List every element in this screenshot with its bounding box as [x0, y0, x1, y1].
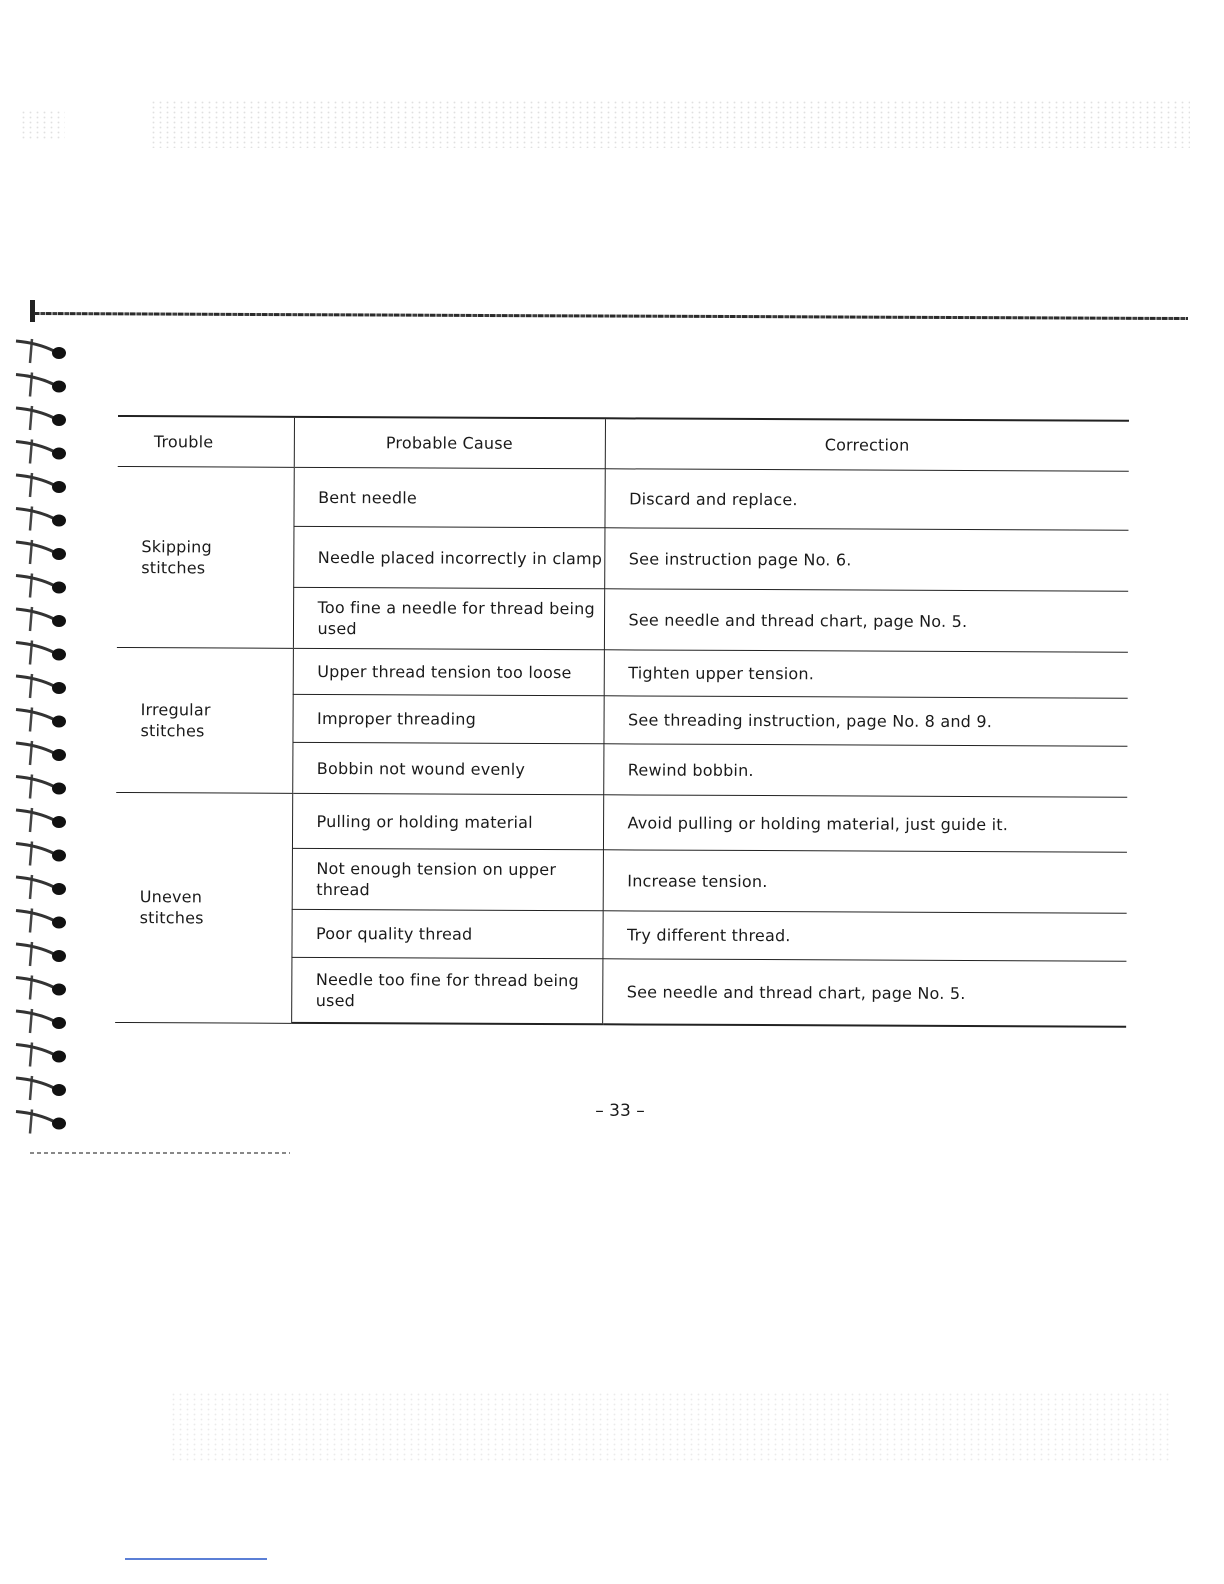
spiral-coil	[16, 909, 66, 933]
spiral-coil	[16, 507, 66, 531]
spiral-coil	[16, 440, 66, 464]
spiral-coil	[16, 875, 66, 899]
correction-cell: See instruction page No. 6.	[604, 528, 1128, 591]
trouble-skipping-stitches: Skipping stitches	[117, 466, 294, 648]
correction-cell: Try different thread.	[602, 911, 1126, 961]
cause-cell: Bent needle	[293, 467, 604, 527]
spiral-coil	[16, 607, 66, 631]
cause-cell: Poor quality thread	[291, 909, 602, 958]
spiral-coil	[16, 373, 66, 397]
cause-cell: Bobbin not wound evenly	[292, 742, 603, 794]
table-row	[116, 792, 1127, 852]
table-row	[117, 647, 1128, 698]
page-bottom-edge	[30, 1152, 290, 1154]
page-top-edge	[34, 312, 1188, 320]
correction-cell: Discard and replace.	[604, 469, 1128, 530]
page-number: – 33 –	[595, 1101, 645, 1121]
spiral-coil	[16, 741, 66, 765]
spiral-coil	[16, 1009, 66, 1033]
header-trouble: Trouble	[118, 416, 294, 467]
correction-cell: Tighten upper tension.	[604, 650, 1128, 698]
correction-cell: Increase tension.	[603, 850, 1127, 913]
spiral-coil	[16, 406, 66, 430]
cause-cell: Upper thread tension too loose	[293, 648, 604, 695]
troubleshooting-table-container	[115, 415, 1129, 1028]
page-corner-mark	[30, 300, 35, 322]
spiral-coil	[16, 808, 66, 832]
correction-cell: See needle and thread chart, page No. 5.	[602, 959, 1126, 1027]
scan-speckle-top-left	[20, 110, 65, 140]
spiral-coil	[16, 1043, 66, 1067]
correction-cell: See threading instruction, page No. 8 and 9.	[603, 696, 1127, 746]
spiral-coil	[16, 842, 66, 866]
trouble-uneven-stitches: Uneven stitches	[115, 792, 292, 1022]
spiral-coil	[16, 641, 66, 665]
spiral-coil	[16, 708, 66, 732]
correction-cell: Rewind bobbin.	[603, 744, 1127, 797]
spiral-coil	[16, 1076, 66, 1100]
spiral-coil	[16, 674, 66, 698]
spiral-coil	[16, 1110, 66, 1134]
scan-speckle-bottom	[170, 1392, 1170, 1462]
spiral-binding-icon	[10, 335, 70, 1140]
correction-cell: See needle and thread chart, page No. 5.	[604, 589, 1128, 652]
scan-speckle-top	[150, 100, 1190, 148]
cause-cell: Improper threading	[292, 694, 603, 743]
trouble-irregular-stitches: Irregular stitches	[116, 647, 293, 793]
spiral-coil	[16, 775, 66, 799]
spiral-coil	[16, 339, 66, 363]
cause-cell: Needle placed incorrectly in clamp	[293, 526, 604, 588]
cause-cell: Needle too fine for thread being used	[291, 957, 602, 1024]
spiral-coil	[16, 540, 66, 564]
spiral-coil	[16, 473, 66, 497]
table-row	[117, 466, 1128, 530]
correction-cell: Avoid pulling or holding material, just guide it.	[603, 795, 1127, 852]
header-probable-cause: Probable Cause	[294, 417, 605, 469]
spiral-coil	[16, 976, 66, 1000]
spiral-coil	[16, 942, 66, 966]
header-correction: Correction	[605, 418, 1129, 471]
table-header-row	[118, 416, 1129, 471]
cause-cell: Not enough tension on upper thread	[292, 848, 603, 910]
troubleshooting-table	[115, 415, 1129, 1028]
scan-blue-mark	[125, 1558, 267, 1560]
cause-cell: Pulling or holding material	[292, 793, 603, 849]
cause-cell: Too fine a needle for thread being used	[293, 587, 604, 649]
spiral-coil	[16, 574, 66, 598]
